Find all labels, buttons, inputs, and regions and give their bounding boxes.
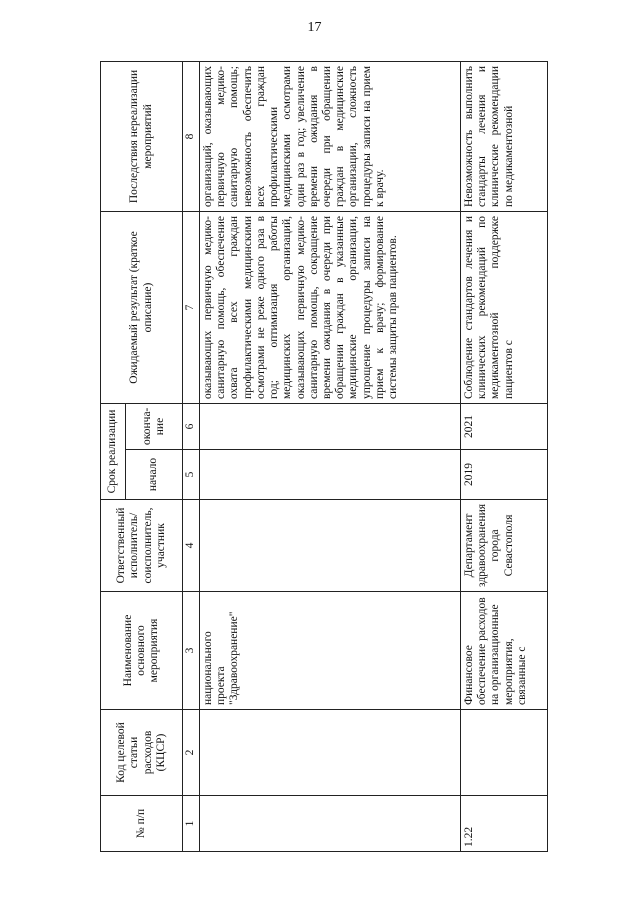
table-row <box>200 62 461 852</box>
row-result: Соблюдение стандартов лечения и клинических рекомендаций по медикаментозной поддержке пациентов с <box>461 212 548 404</box>
row-start: 2019 <box>461 450 548 500</box>
col-number: 2 <box>183 710 200 796</box>
row-code <box>200 710 461 796</box>
row-num <box>200 796 461 852</box>
header-num: № п/п <box>101 796 183 852</box>
row-start <box>200 450 461 500</box>
header-responsible: Ответственный исполнитель/ соисполнитель, участник <box>101 500 183 592</box>
header-period: Срок реализации <box>101 404 126 500</box>
page-number: 17 <box>307 20 322 35</box>
row-end: 2021 <box>461 404 548 450</box>
col-number: 1 <box>183 796 200 852</box>
header-name: Наименование основного мероприятия <box>101 592 183 710</box>
row-consequence: организаций, оказывающих первичную медико-санитарную помощь; невозможность обеспечить всех граждан профилактическими медицинскими осмотрами один раз в год; увеличение времени ожидания в очереди при обращении граждан в медицинские организации, сложность процедуры записи на прием к врачу. <box>200 62 461 212</box>
col-number: 7 <box>183 212 200 404</box>
row-responsible: Департамент здравоохранения города Севастополя <box>461 500 548 592</box>
row-code <box>461 710 548 796</box>
header-code: Код целевой статьи расходов (КЦСР) <box>101 710 183 796</box>
col-number: 3 <box>183 592 200 710</box>
rotated-table-container <box>100 62 548 852</box>
header-start: начало <box>126 450 183 500</box>
col-number: 5 <box>183 450 200 500</box>
header-result: Ожидаемый результат (краткое описание) <box>101 212 183 404</box>
row-name: национального проекта "Здравоохранение" <box>200 592 461 710</box>
header-row-1 <box>101 62 126 852</box>
col-number: 6 <box>183 404 200 450</box>
header-consequence: Последствия нереализации мероприятий <box>101 62 183 212</box>
row-end <box>200 404 461 450</box>
header-end: оконча-ние <box>126 404 183 450</box>
table-row <box>461 62 548 852</box>
row-name: Финансовое обеспечение расходов на организационные мероприятия, связанные с <box>461 592 548 710</box>
row-result: оказывающих первичную медико-санитарную помощь, обеспечение охвата всех граждан профилактическими медицинскими осмотрами не реже одного раза в год; оптимизация работы медицинских организаций, оказывающих первичную медико-санитарную помощь, сокращение времени ожидания в очереди при обращении граждан в указанные медицинские организации, упрощение процедуры записи на прием к врачу; формирование системы защиты прав пациентов. <box>200 212 461 404</box>
measures-table <box>100 61 548 852</box>
row-num: 1.22 <box>461 796 548 852</box>
row-responsible <box>200 500 461 592</box>
row-consequence: Невозможность выполнить стандарты лечения и клинические рекомендации по медикаментозной <box>461 62 548 212</box>
col-number: 4 <box>183 500 200 592</box>
col-number: 8 <box>183 62 200 212</box>
column-number-row <box>183 62 200 852</box>
